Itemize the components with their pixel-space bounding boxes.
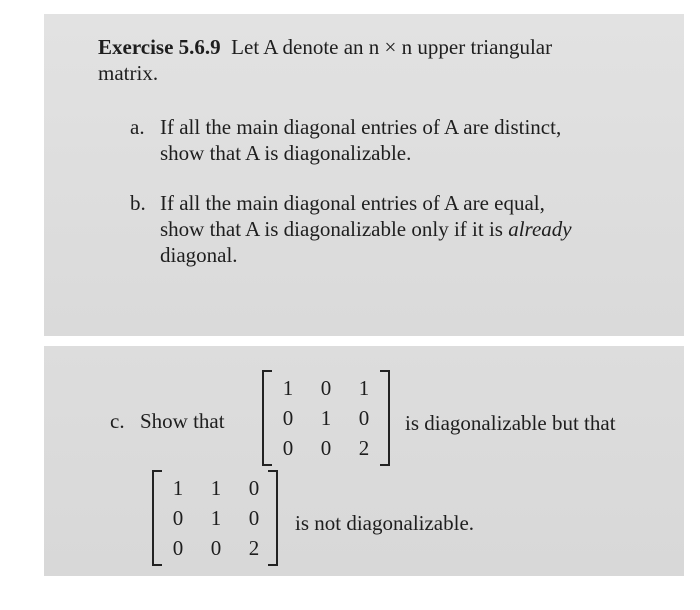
matrix-cell: 0 bbox=[248, 506, 260, 530]
part-a-line2: show that A is diagonalizable. bbox=[160, 141, 412, 165]
matrix-cell: 1 bbox=[358, 376, 370, 400]
matrix-cell: 0 bbox=[320, 376, 332, 400]
part-c-tail2: is not diagonalizable. bbox=[295, 511, 475, 535]
matrix-bracket-left bbox=[262, 370, 272, 466]
part-a-label: a. bbox=[130, 115, 145, 139]
exercise-statement-line1: Let A denote an n × n upper triangular bbox=[231, 35, 553, 59]
matrix-bracket-right bbox=[268, 470, 278, 566]
matrix-cell: 0 bbox=[320, 436, 332, 460]
part-c-show-that: Show that bbox=[140, 409, 225, 433]
part-b-line2-prefix: show that A is diagonalizable only if it is bbox=[160, 217, 509, 241]
matrix-cell: 0 bbox=[172, 536, 184, 560]
matrix-cell: 2 bbox=[358, 436, 370, 460]
matrix-bracket-right bbox=[380, 370, 390, 466]
matrix-bracket-left bbox=[152, 470, 162, 566]
matrix-cell: 0 bbox=[282, 406, 294, 430]
matrix-cell: 1 bbox=[320, 406, 332, 430]
matrix-cell: 0 bbox=[172, 506, 184, 530]
part-c-tail1: is diagonalizable but that bbox=[405, 411, 616, 435]
matrix-cell: 0 bbox=[282, 436, 294, 460]
part-b-label: b. bbox=[130, 191, 146, 215]
exercise-number: Exercise 5.6.9 bbox=[98, 35, 221, 59]
matrix-cell: 2 bbox=[248, 536, 260, 560]
part-b-line1: If all the main diagonal entries of A are equal, bbox=[160, 191, 545, 215]
exercise-heading bbox=[98, 34, 552, 60]
part-b-emphasis: already bbox=[508, 217, 572, 241]
part-b-line3: diagonal. bbox=[160, 243, 238, 267]
matrix-cell: 0 bbox=[210, 536, 222, 560]
exercise-statement-line2: matrix. bbox=[98, 61, 159, 85]
matrix-cell: 1 bbox=[210, 476, 222, 500]
matrix-cell: 1 bbox=[172, 476, 184, 500]
matrix-cell: 1 bbox=[210, 506, 222, 530]
part-b-line2 bbox=[160, 216, 572, 242]
matrix-not-diagonalizable bbox=[152, 470, 278, 566]
matrix-cell: 1 bbox=[282, 376, 294, 400]
matrix-diagonalizable bbox=[262, 370, 390, 466]
part-c-label: c. bbox=[110, 409, 125, 433]
matrix-cell: 0 bbox=[358, 406, 370, 430]
part-a-line1: If all the main diagonal entries of A are distinct, bbox=[160, 115, 562, 139]
matrix-cell: 0 bbox=[248, 476, 260, 500]
